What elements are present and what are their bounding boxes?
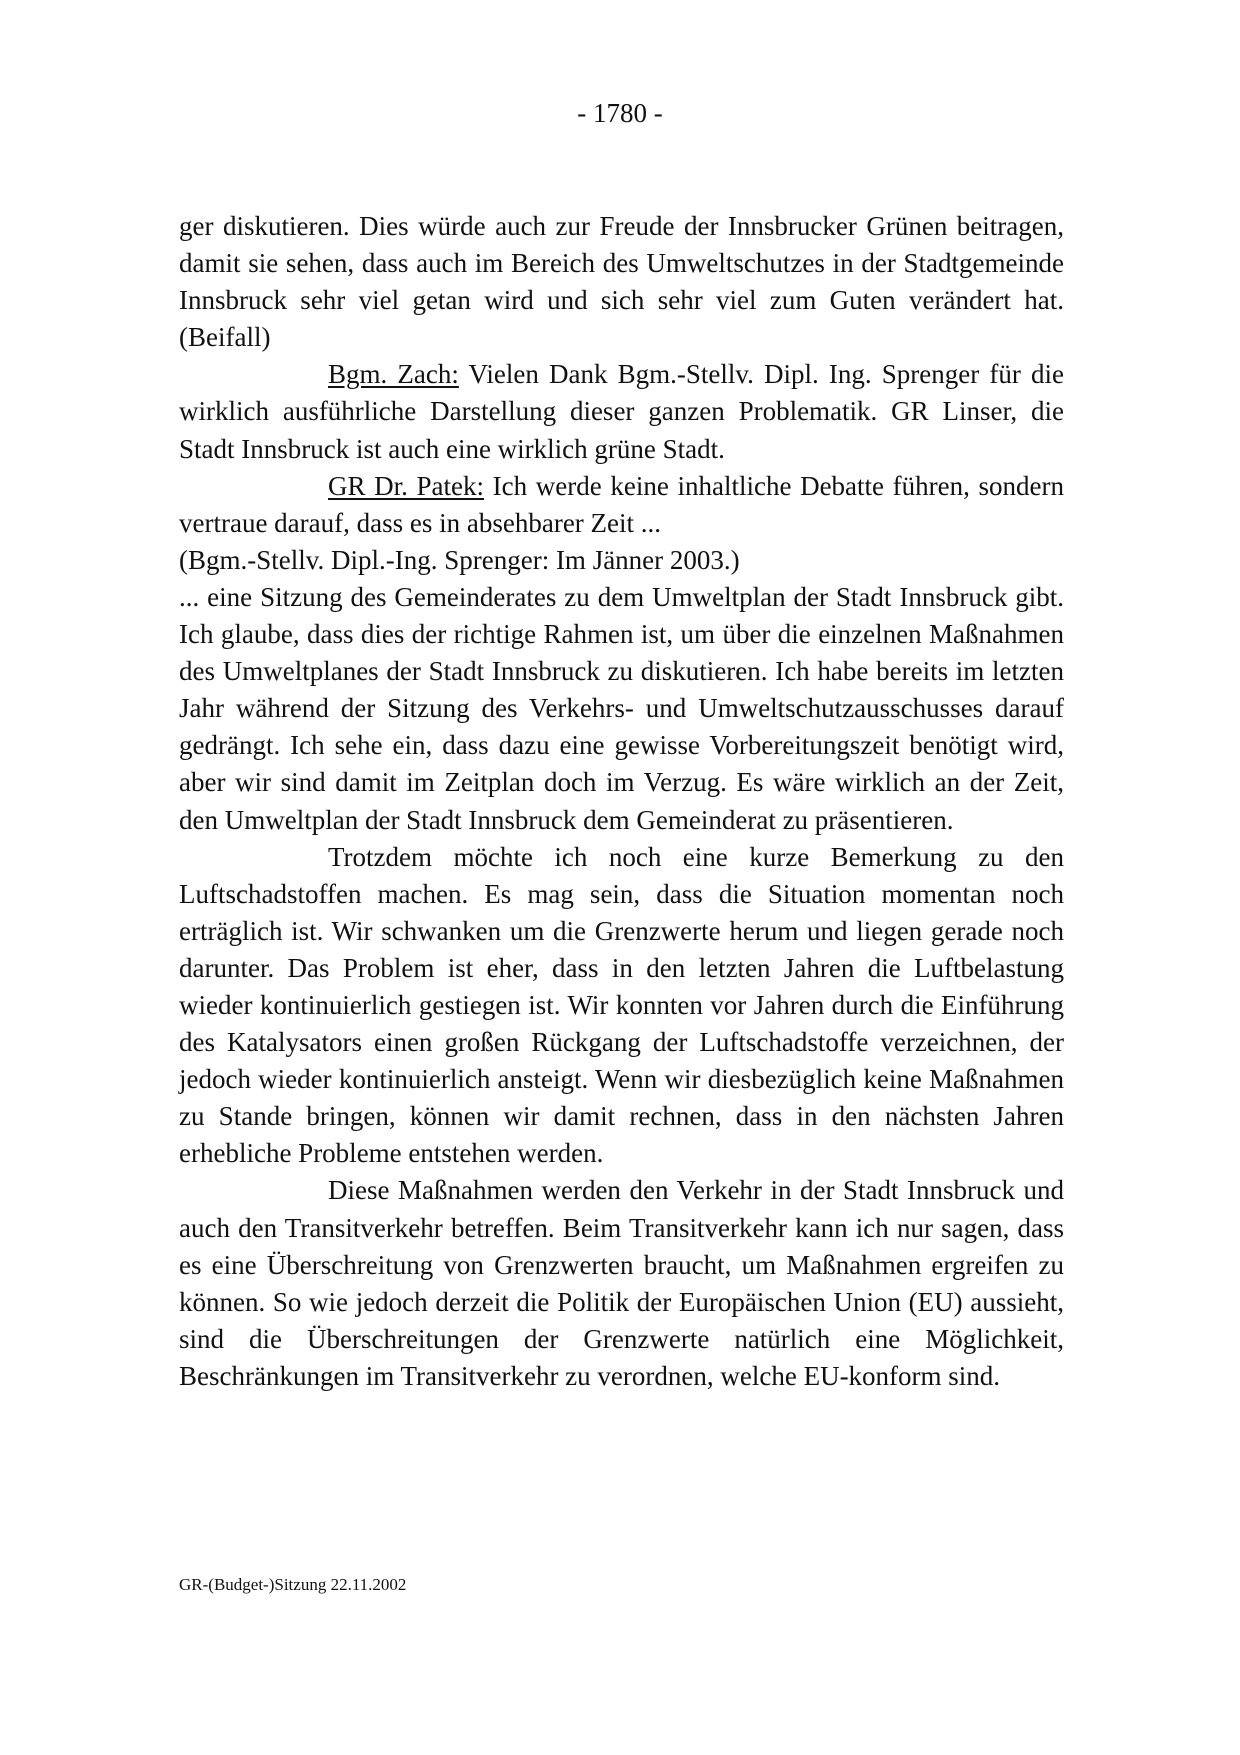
speaker-gr-dr-patek: GR Dr. Patek: bbox=[328, 470, 485, 501]
paragraph-2 bbox=[179, 356, 1064, 467]
paragraph-2-text: Vielen Dank Bgm.-Stellv. Dipl. Ing. Sprenger für die wirklich ausführliche Darstellung dieser ganzen Problematik. GR Linser, die Stadt Innsbruck ist auch eine wirklich grüne Stadt. bbox=[179, 359, 1064, 464]
paragraph-1: ger diskutieren. Dies würde auch zur Freude der Innsbrucker Grünen beitragen, damit sie sehen, dass auch im Bereich des Umweltschutzes in der Stadtgemeinde Innsbruck sehr viel getan wird und sich sehr viel zum Guten verändert hat. (Beifall) bbox=[179, 211, 1064, 353]
page-number: - 1780 - bbox=[577, 98, 663, 128]
speaker-bgm-zach: Bgm. Zach: bbox=[328, 359, 459, 390]
paragraph-3 bbox=[179, 468, 1064, 542]
paragraph-5: Trotzdem möchte ich noch eine kurze Bemerkung zu den Luftschadstoffen machen. Es mag sein, dass die Situation momentan noch erträglich ist. Wir schwanken um die Grenzwerte herum und liegen gerade noch darunter. Das Problem ist eher, dass in den letzten Jahren die Luftbelastung wieder kontinuierlich gestiegen ist. Wir konnten vor Jahren durch die Einführung des Katalysators einen großen Rückgang der Luftschadstoffe verzeichnen, der jedoch wieder kontinuierlich ansteigt. Wenn wir diesbezüglich keine Maßnahmen zu Stande bringen, können wir damit rechnen, dass in den nächsten Jahren erhebliche Probleme entstehen werden. bbox=[179, 841, 1064, 1169]
paragraph-3-text: Ich werde keine inhaltliche Debatte führen, sondern vertraue darauf, dass es in absehbarer Zeit ... bbox=[179, 470, 1065, 538]
paragraph-4: ... eine Sitzung des Gemeinderates zu dem Umweltplan der Stadt Innsbruck gibt. Ich glaube, dass dies der richtige Rahmen ist, um über die einzelnen Maßnahmen des Umweltplanes der Stadt Innsbruck zu diskutieren. Ich habe bereits im letzten Jahr während der Sitzung des Verkehrs- und Umweltschutzausschusses darauf gedrängt. Ich sehe ein, dass dazu eine gewisse Vorbereitungszeit benötigt wird, aber wir sind damit im Zeitplan doch im Verzug. Es wäre wirklich an der Zeit, den Umweltplan der Stadt Innsbruck dem Gemeinderat zu präsentieren. bbox=[179, 581, 1064, 835]
interjection: (Bgm.-Stellv. Dipl.-Ing. Sprenger: Im Jänner 2003.) bbox=[179, 544, 740, 575]
paragraph-6: Diese Maßnahmen werden den Verkehr in der Stadt Innsbruck und auch den Transitverkehr betreffen. Beim Transitverkehr kann ich nur sagen, dass es eine Überschreitung von Grenzwerten braucht, um Maßnahmen ergreifen zu können. So wie jedoch derzeit die Politik der Europäischen Union (EU) aussieht, sind die Überschreitungen der Grenzwerte natürlich eine Möglichkeit, Beschränkungen im Transitverkehr zu verordnen, welche EU-konform sind. bbox=[179, 1175, 1064, 1391]
footer-session-date: GR-(Budget-)Sitzung 22.11.2002 bbox=[179, 1575, 407, 1594]
document-body bbox=[179, 208, 1064, 1395]
